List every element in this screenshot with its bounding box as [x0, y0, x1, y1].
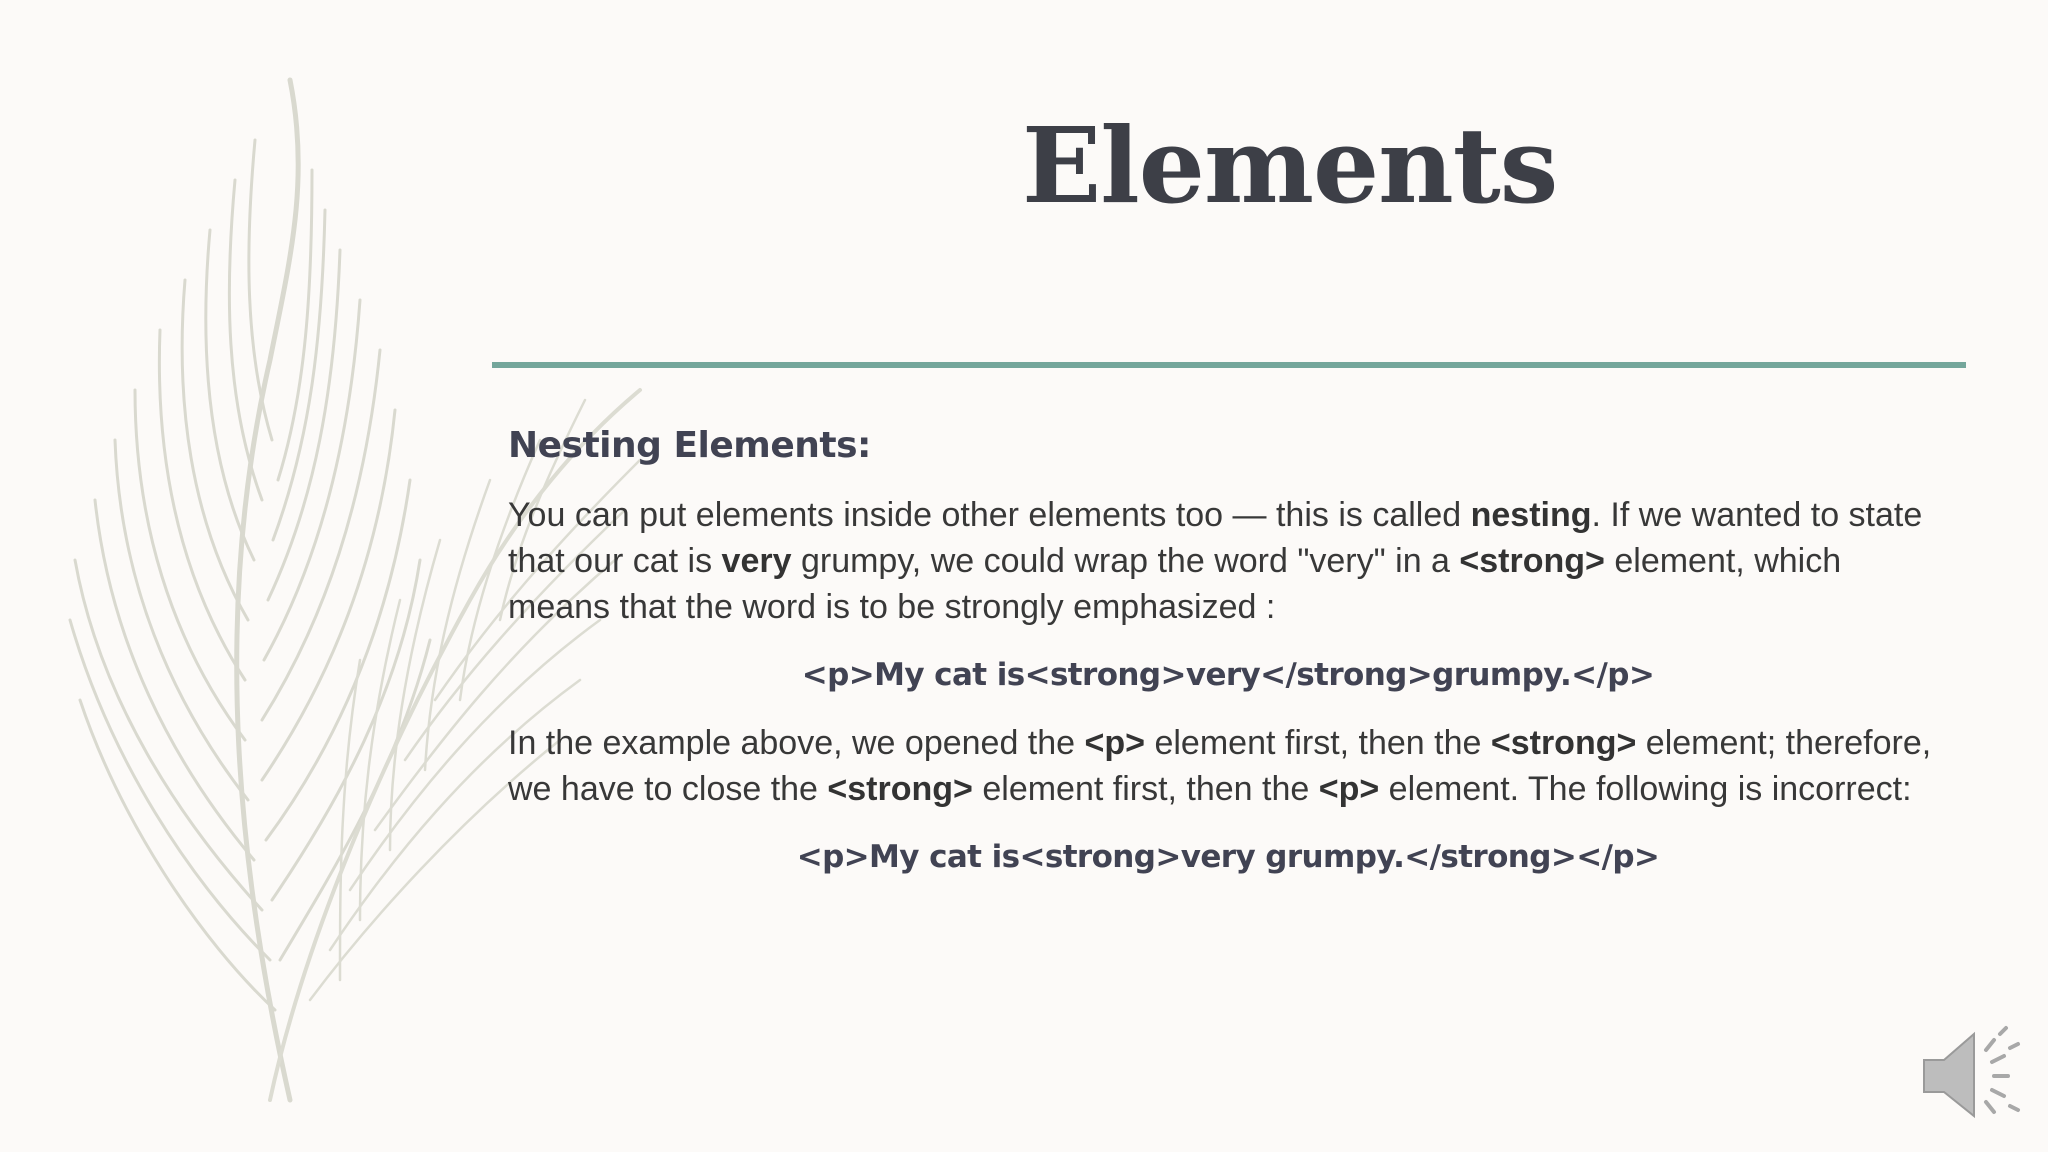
bold-term: very — [721, 542, 792, 580]
text-span: element. The following is incorrect: — [1379, 770, 1912, 808]
paragraph-nesting — [508, 492, 1948, 630]
slide-body — [508, 418, 1948, 902]
bold-term: <strong> — [1490, 724, 1637, 762]
text-span: . If we wanted to state that our cat is — [508, 496, 1923, 580]
bold-term: <strong> — [827, 770, 973, 808]
text-span: element first, then the — [1145, 724, 1491, 762]
bold-term: <p> — [1084, 724, 1146, 762]
text-span: element; therefore, we have to close the — [508, 724, 1932, 808]
bold-term: <strong> — [1459, 542, 1605, 580]
text-span: element, which means that the word is to be strongly emphasized : — [508, 542, 1842, 626]
bold-term: nesting — [1470, 496, 1592, 534]
text-span: In the example above, we opened the — [508, 724, 1085, 762]
speaker-icon[interactable] — [1918, 1024, 2024, 1128]
text-span: grumpy, we could wrap the word "very" in a — [791, 542, 1460, 580]
text-span: element first, then the — [972, 770, 1319, 808]
code-example-correct: <p>My cat is<strong>very</strong>grumpy.</p> — [801, 657, 1655, 693]
bold-term: <p> — [1318, 770, 1380, 808]
code-example-incorrect: <p>My cat is<strong>very grumpy.</strong></p> — [796, 839, 1660, 875]
section-heading: Nesting Elements: — [508, 425, 871, 466]
title-divider — [492, 362, 1966, 368]
slide-title: Elements — [1022, 104, 1558, 227]
text-span: You can put elements inside other elements too — this is called — [508, 496, 1471, 534]
paragraph-closing-order — [508, 720, 1948, 812]
